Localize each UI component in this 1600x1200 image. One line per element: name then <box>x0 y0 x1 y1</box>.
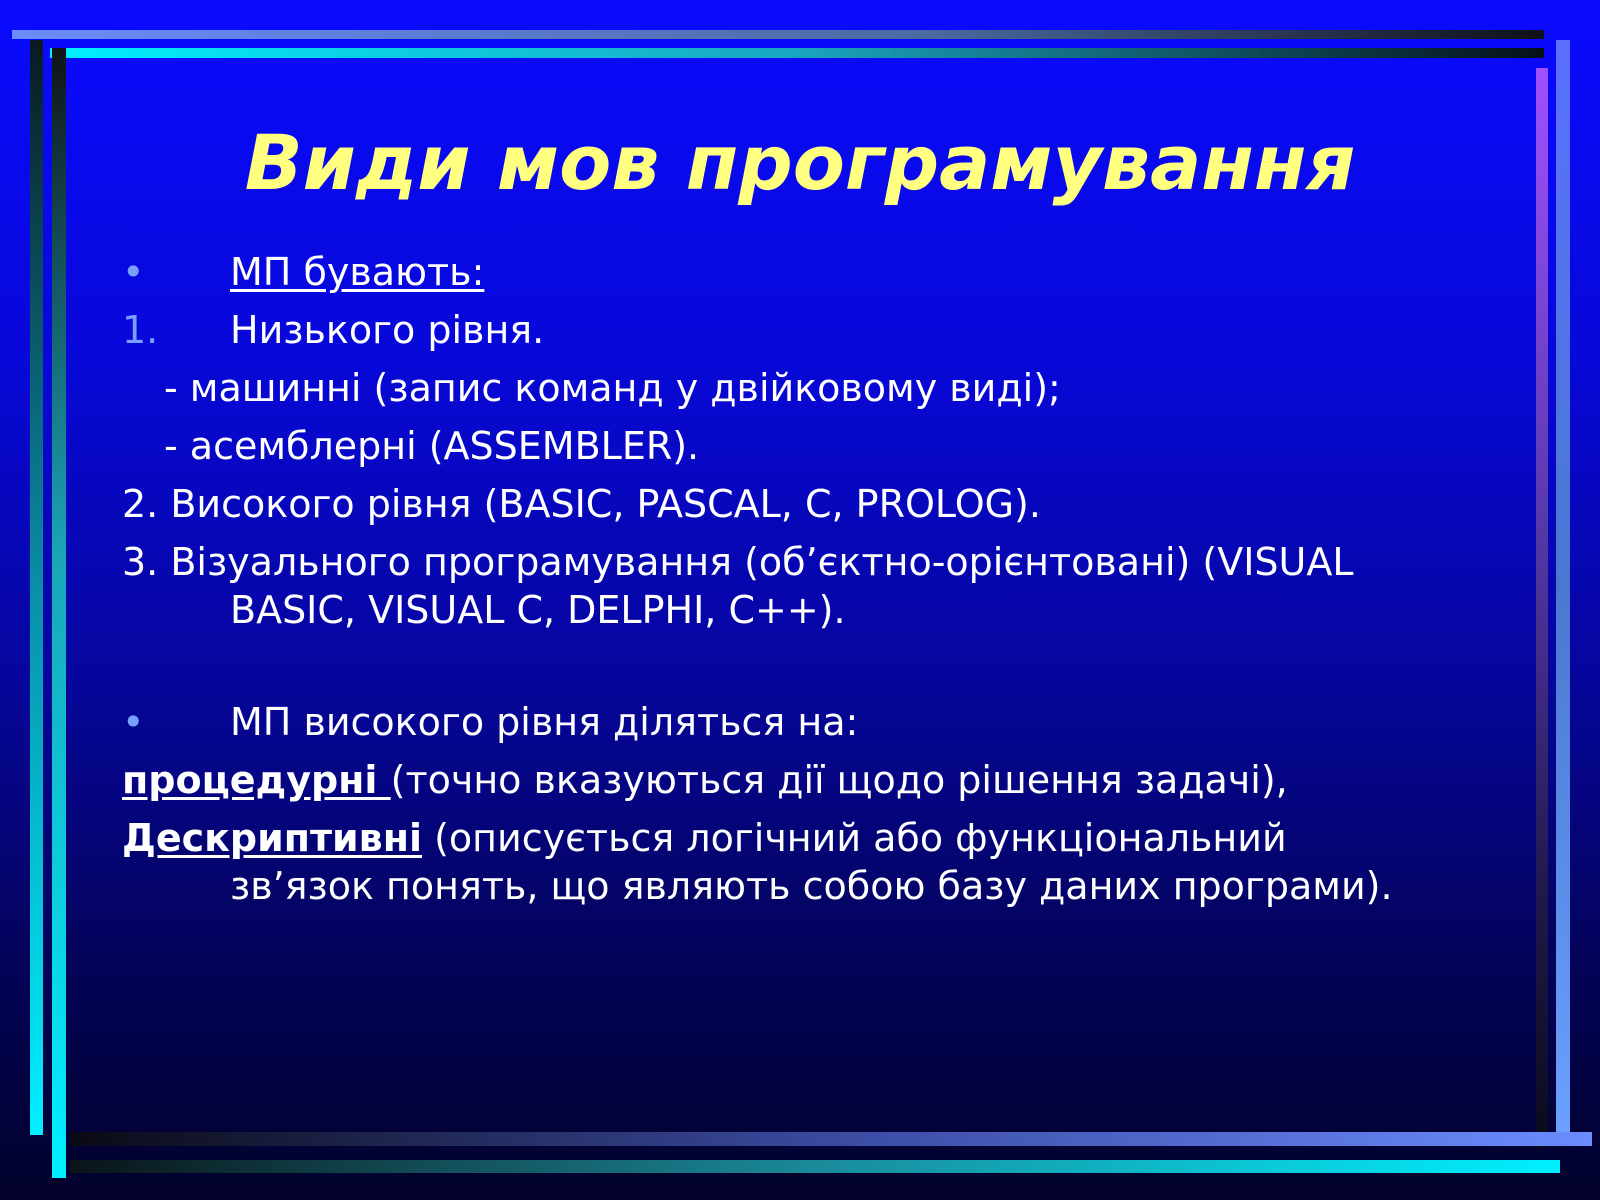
high-level-label: МП високого рівня діляться на: <box>230 700 859 744</box>
descriptive-line1 <box>122 816 1287 860</box>
item3-text-line1: 3. Візуального програмування (об’єктно-орієнтовані) (VISUAL <box>122 540 1354 584</box>
item3-text-line2: BASIC, VISUAL C, DELPHI, C++). <box>230 588 846 632</box>
sub-item-machine: - машинні (запис команд у двійковому виді); <box>164 366 1061 410</box>
intro-label: МП бувають: <box>230 250 485 294</box>
procedural-term: процедурні <box>122 758 391 802</box>
item1-number: 1. <box>122 308 159 352</box>
item2-text: 2. Високого рівня (BASIC, PASCAL, C, PROLOG). <box>122 482 1041 526</box>
procedural-desc: (точно вказуються дії щодо рішення задачі), <box>390 758 1288 802</box>
slide-title: Види мов програмування <box>244 118 1356 207</box>
procedural-line <box>122 758 1288 802</box>
item1-text: Низького рівня. <box>230 308 545 352</box>
bullet-marker-2: • <box>122 700 145 744</box>
sub-item-assembler: - асемблерні (ASSEMBLER). <box>164 424 700 468</box>
descriptive-desc-line2: зв’язок понять, що являють собою базу даних програми). <box>230 864 1393 908</box>
bullet-marker-1: • <box>122 250 145 294</box>
descriptive-desc-line1: (описується логічний або функціональний <box>422 816 1287 860</box>
descriptive-term: Дескриптивні <box>122 816 422 860</box>
